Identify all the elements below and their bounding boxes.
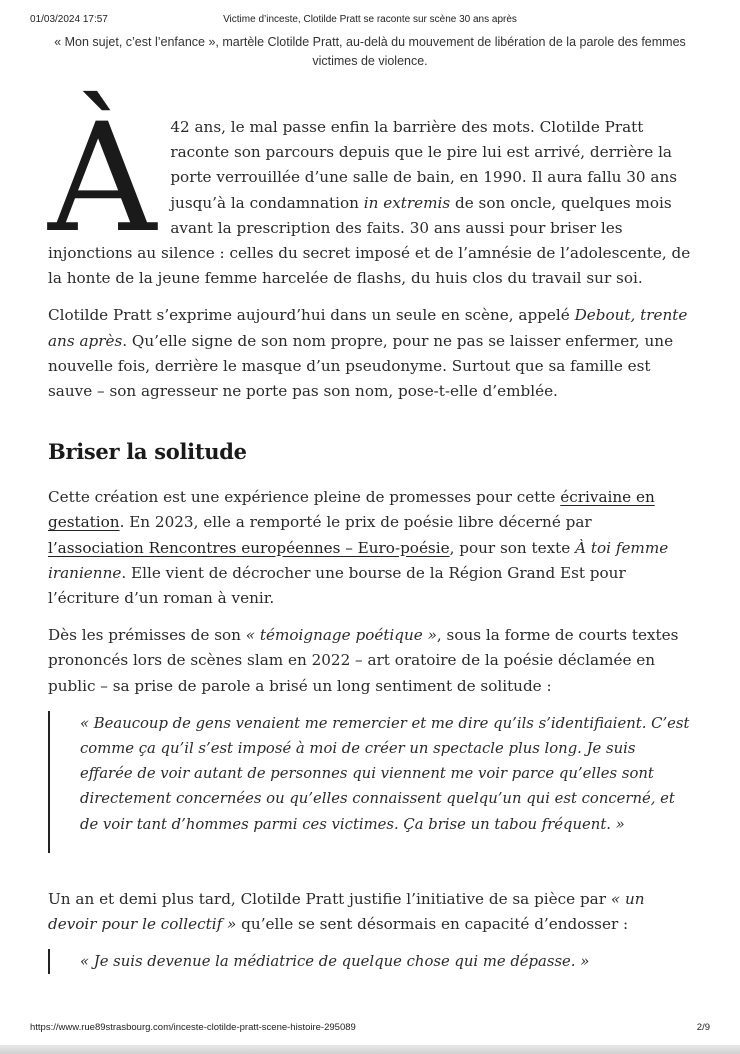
blockquote: « Beaucoup de gens venaient me remercier et me dire qu’ils s’identifiaient. C’est comme ça qu’il s’est imposé à moi de créer un spectacle plus long. Je suis effarée de voir autant de personnes qui viennent me voir parce qu’elles sont directement concernées ou qu’elles connaissent quelqu’un qui est concerné, et de voir tant d’hommes parmi ces victimes. Ça brise un tabou fréquent. » <box>48 711 692 853</box>
paragraph: Clotilde Pratt s’exprime aujourd’hui dans un seule en scène, appelé Debout, trente ans après. Qu’elle signe de son nom propre, pour ne pas se laisser enfermer, une nouvelle fois, derrière le masque d’un pseudonyme. Surtout que sa famille est sauve – son agresseur ne porte pas son nom, pose-t-elle d’emblée. <box>48 306 688 401</box>
print-title: Victime d’inceste, Clotilde Pratt se raconte sur scène 30 ans après <box>223 14 517 25</box>
association-link[interactable]: l’association Rencontres européennes – Euro-poésie <box>48 538 450 557</box>
print-date: 01/03/2024 17:57 <box>30 14 108 25</box>
page-edge <box>0 1045 740 1054</box>
paragraph: Cette création est une expérience pleine de promesses pour cette écrivaine en gestation. En 2023, elle a remporté le prix de poésie libre décerné par l’association Rencontres européennes – Euro-poésie, pour son texte À toi femme iranienne. Elle vient de décrocher une bourse de la Région Grand Est pour l’écriture d’un roman à venir. <box>48 488 669 608</box>
section-heading: Briser la solitude <box>48 439 247 465</box>
lead-paragraph: À 42 ans, le mal passe enfin la barrière des mots. Clotilde Pratt raconte son parcours depuis que le pire lui est arrivé, derrière la porte verrouillée d’une salle de bain, en 1990. Il aura fallu 30 ans jusqu’à la condamnation in extremis de son oncle, quelques mois avant la prescription des faits. 30 ans aussi pour briser les injonctions au silence : celles du secret imposé et de l’amnésie de l’adolescente, de la honte de la jeune femme harcelée de flashs, du huis clos du travail sur soi. <box>48 92 691 288</box>
page-url: https://www.rue89strasbourg.com/inceste-clotilde-pratt-scene-histoire-295089 <box>30 1022 356 1033</box>
writer-link[interactable]: écrivaine en gestation <box>48 488 655 532</box>
paragraph: Un an et demi plus tard, Clotilde Pratt justifie l’initiative de sa pièce par « un devoir pour le collectif » qu’elle se sent désormais en capacité d’endosser : <box>48 889 645 934</box>
article-subtitle: « Mon sujet, c’est l’enfance », martèle Clotilde Pratt, au-delà du mouvement de libération de la parole des femmes victimes de violence. <box>54 35 686 68</box>
drop-cap: À <box>48 92 157 266</box>
paragraph: Dès les prémisses de son « témoignage poétique », sous la forme de courts textes prononcés lors de scènes slam en 2022 – art oratoire de la poésie déclamée en public – sa prise de parole a brisé un long sentiment de solitude : <box>48 626 679 695</box>
page-number: 2/9 <box>696 1022 710 1033</box>
article-body <box>48 92 692 986</box>
blockquote: « Je suis devenue la médiatrice de quelque chose qui me dépasse. » <box>48 949 692 974</box>
